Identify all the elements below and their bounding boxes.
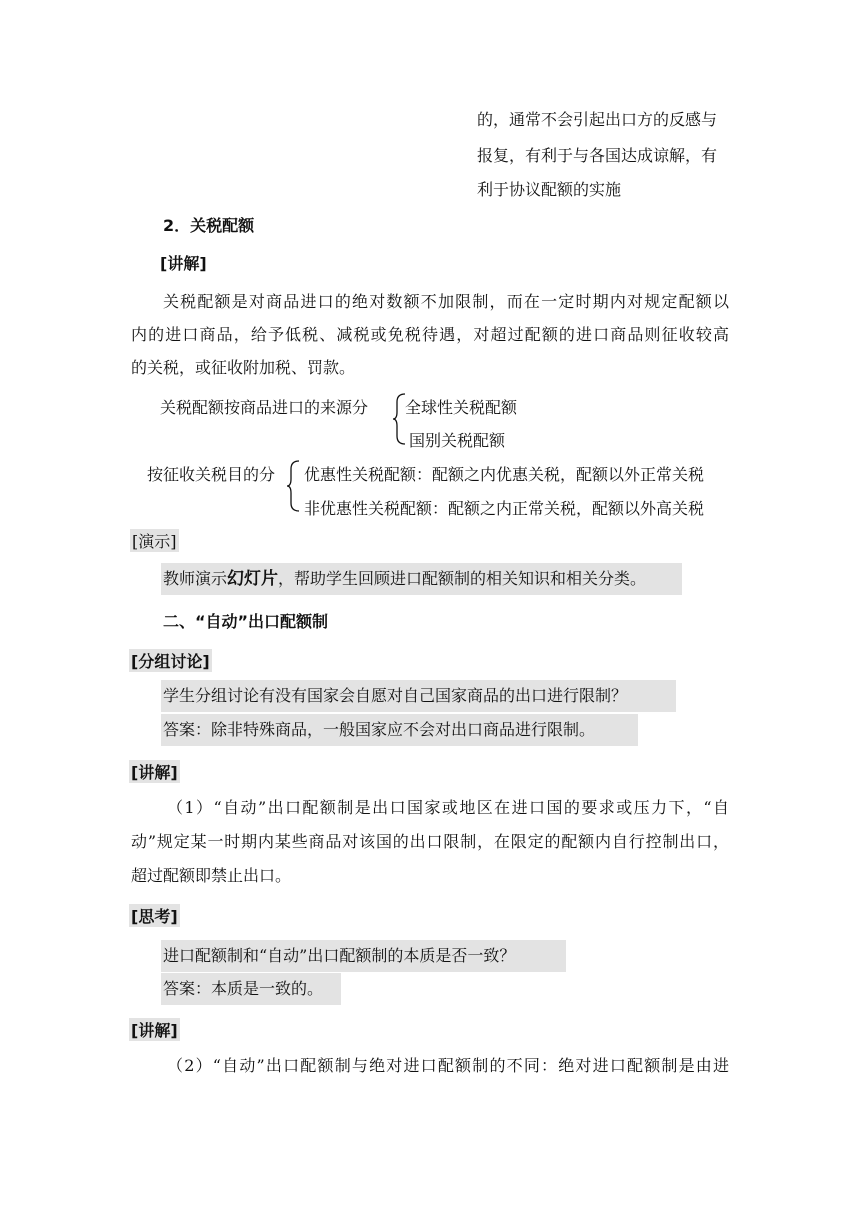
- tag-explain: [讲解]: [129, 1018, 180, 1041]
- demo-suffix: ，帮助学生回顾进口配额制的相关知识和相关分类。: [278, 569, 647, 588]
- paragraph-line: （2）“自动”出口配额制与绝对进口配额制的不同：绝对进口配额制是由进: [167, 1056, 729, 1075]
- top-cell-line-2: 报复，有利于与各国达成谅解，有: [477, 146, 718, 165]
- left-brace-icon: [287, 459, 301, 513]
- classification-item: 全球性关税配额: [405, 398, 518, 417]
- paragraph-line: 超过配额即禁止出口。: [131, 866, 292, 885]
- think-answer: 答案：本质是一致的。: [161, 973, 341, 1005]
- classification-item: 非优惠性关税配额：配额之内正常关税，配额以外高关税: [304, 499, 705, 518]
- paragraph-line: 内的进口商品，给予低税、减税或免税待遇，对超过配额的进口商品则征收较高: [131, 325, 729, 344]
- classification-label: 关税配额按商品进口的来源分: [160, 398, 369, 417]
- classification-item: 国别关税配额: [409, 431, 506, 450]
- top-cell-line-1: 的，通常不会引起出口方的反感与: [477, 110, 718, 129]
- demo-bold-slides: 幻灯片: [227, 569, 279, 589]
- section-heading-tariff-quota: 2．关税配额: [163, 216, 255, 235]
- demo-prefix: 教师演示: [163, 569, 228, 588]
- tag-explain: [讲解]: [160, 254, 207, 273]
- classification-label: 按征收关税目的分: [147, 465, 276, 484]
- classification-item: 优惠性关税配额：配额之内优惠关税，配额以外正常关税: [304, 465, 705, 484]
- think-question: 进口配额制和“自动”出口配额制的本质是否一致？: [161, 940, 566, 972]
- demo-text: [161, 563, 682, 595]
- paragraph-line: （1）“自动”出口配额制是出口国家或地区在进口国的要求或压力下，“自: [167, 798, 729, 817]
- tag-think: [思考]: [129, 904, 180, 927]
- paragraph-line: 动”规定某一时期内某些商品对该国的出口限制，在限定的配额内自行控制出口，: [131, 832, 729, 851]
- group-answer: 答案：除非特殊商品，一般国家应不会对出口商品进行限制。: [161, 714, 638, 746]
- paragraph-line: 的关税，或征收附加税、罚款。: [131, 358, 356, 377]
- section-heading-auto-export-quota: 二、“自动”出口配额制: [163, 612, 329, 631]
- tag-explain: [讲解]: [129, 760, 180, 783]
- tag-group-discussion: [分组讨论]: [129, 649, 212, 672]
- paragraph-line: 关税配额是对商品进口的绝对数额不加限制，而在一定时期内对规定配额以: [163, 292, 729, 311]
- tag-demo: [演示]: [130, 529, 179, 552]
- top-cell-line-3: 利于协议配额的实施: [477, 180, 622, 199]
- group-question: 学生分组讨论有没有国家会自愿对自己国家商品的出口进行限制？: [161, 680, 676, 712]
